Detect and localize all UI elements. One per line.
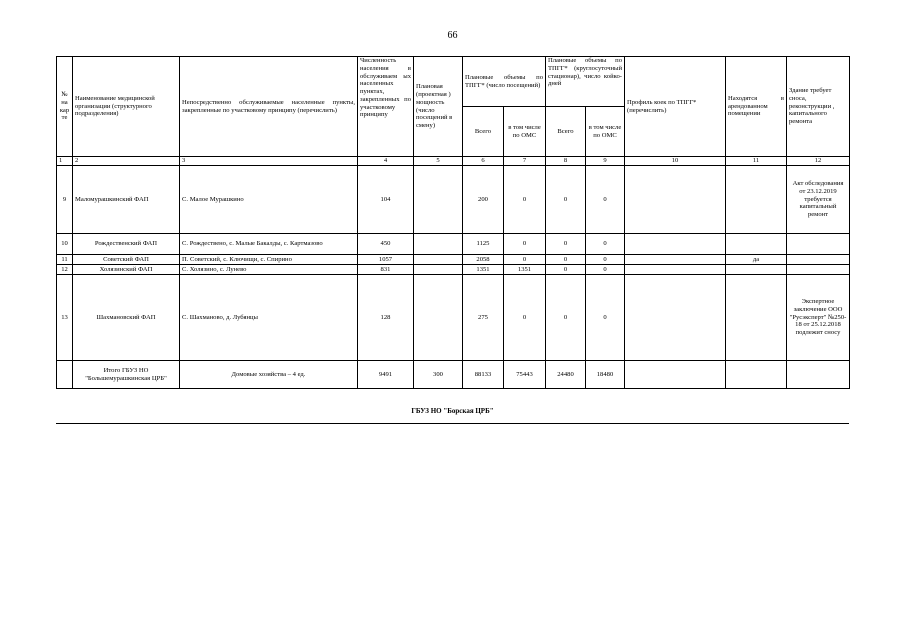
repair-note <box>787 234 850 255</box>
rented <box>726 275 787 361</box>
capacity <box>414 255 463 265</box>
total-beds-total: 24480 <box>546 361 586 389</box>
row-number: 9 <box>57 166 73 234</box>
total-rented <box>726 361 787 389</box>
page-number: 66 <box>447 30 458 41</box>
column-number: 12 <box>787 157 850 166</box>
header-bed-profile: Профиль коек по ТПГГ* (перечислить) <box>625 57 726 157</box>
beds-total: 0 <box>546 275 586 361</box>
column-number: 5 <box>414 157 463 166</box>
population: 450 <box>358 234 414 255</box>
capacity <box>414 275 463 361</box>
settlements: С. Малое Мурашкино <box>180 166 358 234</box>
header-beds-total: Всего <box>546 107 586 157</box>
column-number: 2 <box>73 157 180 166</box>
column-number: 10 <box>625 157 726 166</box>
capacity <box>414 234 463 255</box>
table-row <box>57 265 850 275</box>
header-visits-oms: в том числе по ОМС <box>504 107 546 157</box>
total-population: 9491 <box>358 361 414 389</box>
table-row <box>57 255 850 265</box>
column-number: 3 <box>180 157 358 166</box>
table-row <box>57 275 850 361</box>
population: 1057 <box>358 255 414 265</box>
visits-oms: 0 <box>504 275 546 361</box>
repair-note: Экспертное заключение ООО "Русэксперт" №250-18 от 25.12.2018 подлежит сносу <box>787 275 850 361</box>
table-row <box>57 166 850 234</box>
beds-oms: 0 <box>586 265 625 275</box>
visits-total: 2058 <box>463 255 504 265</box>
repair-note <box>787 255 850 265</box>
organization-name: Шахмановский ФАП <box>73 275 180 361</box>
total-visits-total: 88133 <box>463 361 504 389</box>
next-section-title: ГБУЗ НО "Борская ЦРБ" <box>411 407 494 415</box>
total-row <box>57 361 850 389</box>
visits-oms: 0 <box>504 234 546 255</box>
rented <box>726 265 787 275</box>
header-number: № на кар те <box>57 57 73 157</box>
beds-total: 0 <box>546 265 586 275</box>
population: 128 <box>358 275 414 361</box>
total-beds-oms: 18480 <box>586 361 625 389</box>
header-rented: Находятся в арендованном помещении <box>726 57 787 157</box>
bed-profile <box>625 166 726 234</box>
rented <box>726 234 787 255</box>
visits-oms: 0 <box>504 166 546 234</box>
visits-oms: 1351 <box>504 265 546 275</box>
facilities-table <box>56 56 850 389</box>
capacity <box>414 265 463 275</box>
column-numbers-row <box>57 157 850 166</box>
repair-note: Акт обследования от 23.12.2019 требуется капитальный ремонт <box>787 166 850 234</box>
rented <box>726 166 787 234</box>
rented: да <box>726 255 787 265</box>
bed-profile <box>625 275 726 361</box>
visits-total: 1125 <box>463 234 504 255</box>
header-visits: Плановые объемы по ТПГГ* (число посещений) <box>463 57 546 107</box>
beds-oms: 0 <box>586 255 625 265</box>
column-number: 1 <box>57 157 73 166</box>
beds-total: 0 <box>546 166 586 234</box>
header-settlements: Непосредственно обслуживаемые населенные пункты, закрепленные по участковому принципу (перечислить) <box>180 57 358 157</box>
column-number: 11 <box>726 157 787 166</box>
visits-total: 200 <box>463 166 504 234</box>
header-beds-oms: в том числе по ОМС <box>586 107 625 157</box>
settlements: П. Советский, с. Ключищи, с. Спирино <box>180 255 358 265</box>
total-capacity: 300 <box>414 361 463 389</box>
settlements: С. Холязино, с. Лунево <box>180 265 358 275</box>
visits-total: 1351 <box>463 265 504 275</box>
settlements: С. Рождествено, с. Малые Бакалды, с. Картмазово <box>180 234 358 255</box>
beds-oms: 0 <box>586 166 625 234</box>
visits-oms: 0 <box>504 255 546 265</box>
bed-profile <box>625 265 726 275</box>
bed-profile <box>625 234 726 255</box>
beds-total: 0 <box>546 255 586 265</box>
organization-name: Рождественский ФАП <box>73 234 180 255</box>
organization-name: Маломурашкинский ФАП <box>73 166 180 234</box>
beds-total: 0 <box>546 234 586 255</box>
total-label: Итого ГБУЗ НО "Большемурашкинская ЦРБ" <box>73 361 180 389</box>
column-number: 9 <box>586 157 625 166</box>
organization-name: Холязинский ФАП <box>73 265 180 275</box>
header-population: Численность населения в обслуживаем ых населенных пунктах, закрепленных по участковому принципу <box>358 57 414 157</box>
header-repair: Здание требует сноса, реконструкции , капитального ремонта <box>787 57 850 157</box>
total-repair <box>787 361 850 389</box>
header-capacity: Плановая (проектная ) мощность (число посещений в смену) <box>414 57 463 157</box>
population: 831 <box>358 265 414 275</box>
header-beds: Плановые объемы по ТПГГ* (круглосуточный стационар), число койко-дней <box>546 57 625 107</box>
repair-note <box>787 265 850 275</box>
column-number: 8 <box>546 157 586 166</box>
beds-oms: 0 <box>586 275 625 361</box>
total-visits-oms: 75443 <box>504 361 546 389</box>
header-visits-total: Всего <box>463 107 504 157</box>
population: 104 <box>358 166 414 234</box>
organization-name: Советский ФАП <box>73 255 180 265</box>
column-number: 7 <box>504 157 546 166</box>
header-organization: Наименование медицинской организации (структурного подразделения) <box>73 57 180 157</box>
column-number: 4 <box>358 157 414 166</box>
table-row <box>57 234 850 255</box>
total-bed-profile <box>625 361 726 389</box>
row-number: 10 <box>57 234 73 255</box>
total-settlements: Домовые хозяйства – 4 ед. <box>180 361 358 389</box>
row-number: 13 <box>57 275 73 361</box>
section-divider <box>56 423 849 424</box>
capacity <box>414 166 463 234</box>
column-number: 6 <box>463 157 504 166</box>
row-number: 11 <box>57 255 73 265</box>
bed-profile <box>625 255 726 265</box>
row-number: 12 <box>57 265 73 275</box>
visits-total: 275 <box>463 275 504 361</box>
beds-oms: 0 <box>586 234 625 255</box>
settlements: С. Шахманово, д. Лубянцы <box>180 275 358 361</box>
total-row-number <box>57 361 73 389</box>
